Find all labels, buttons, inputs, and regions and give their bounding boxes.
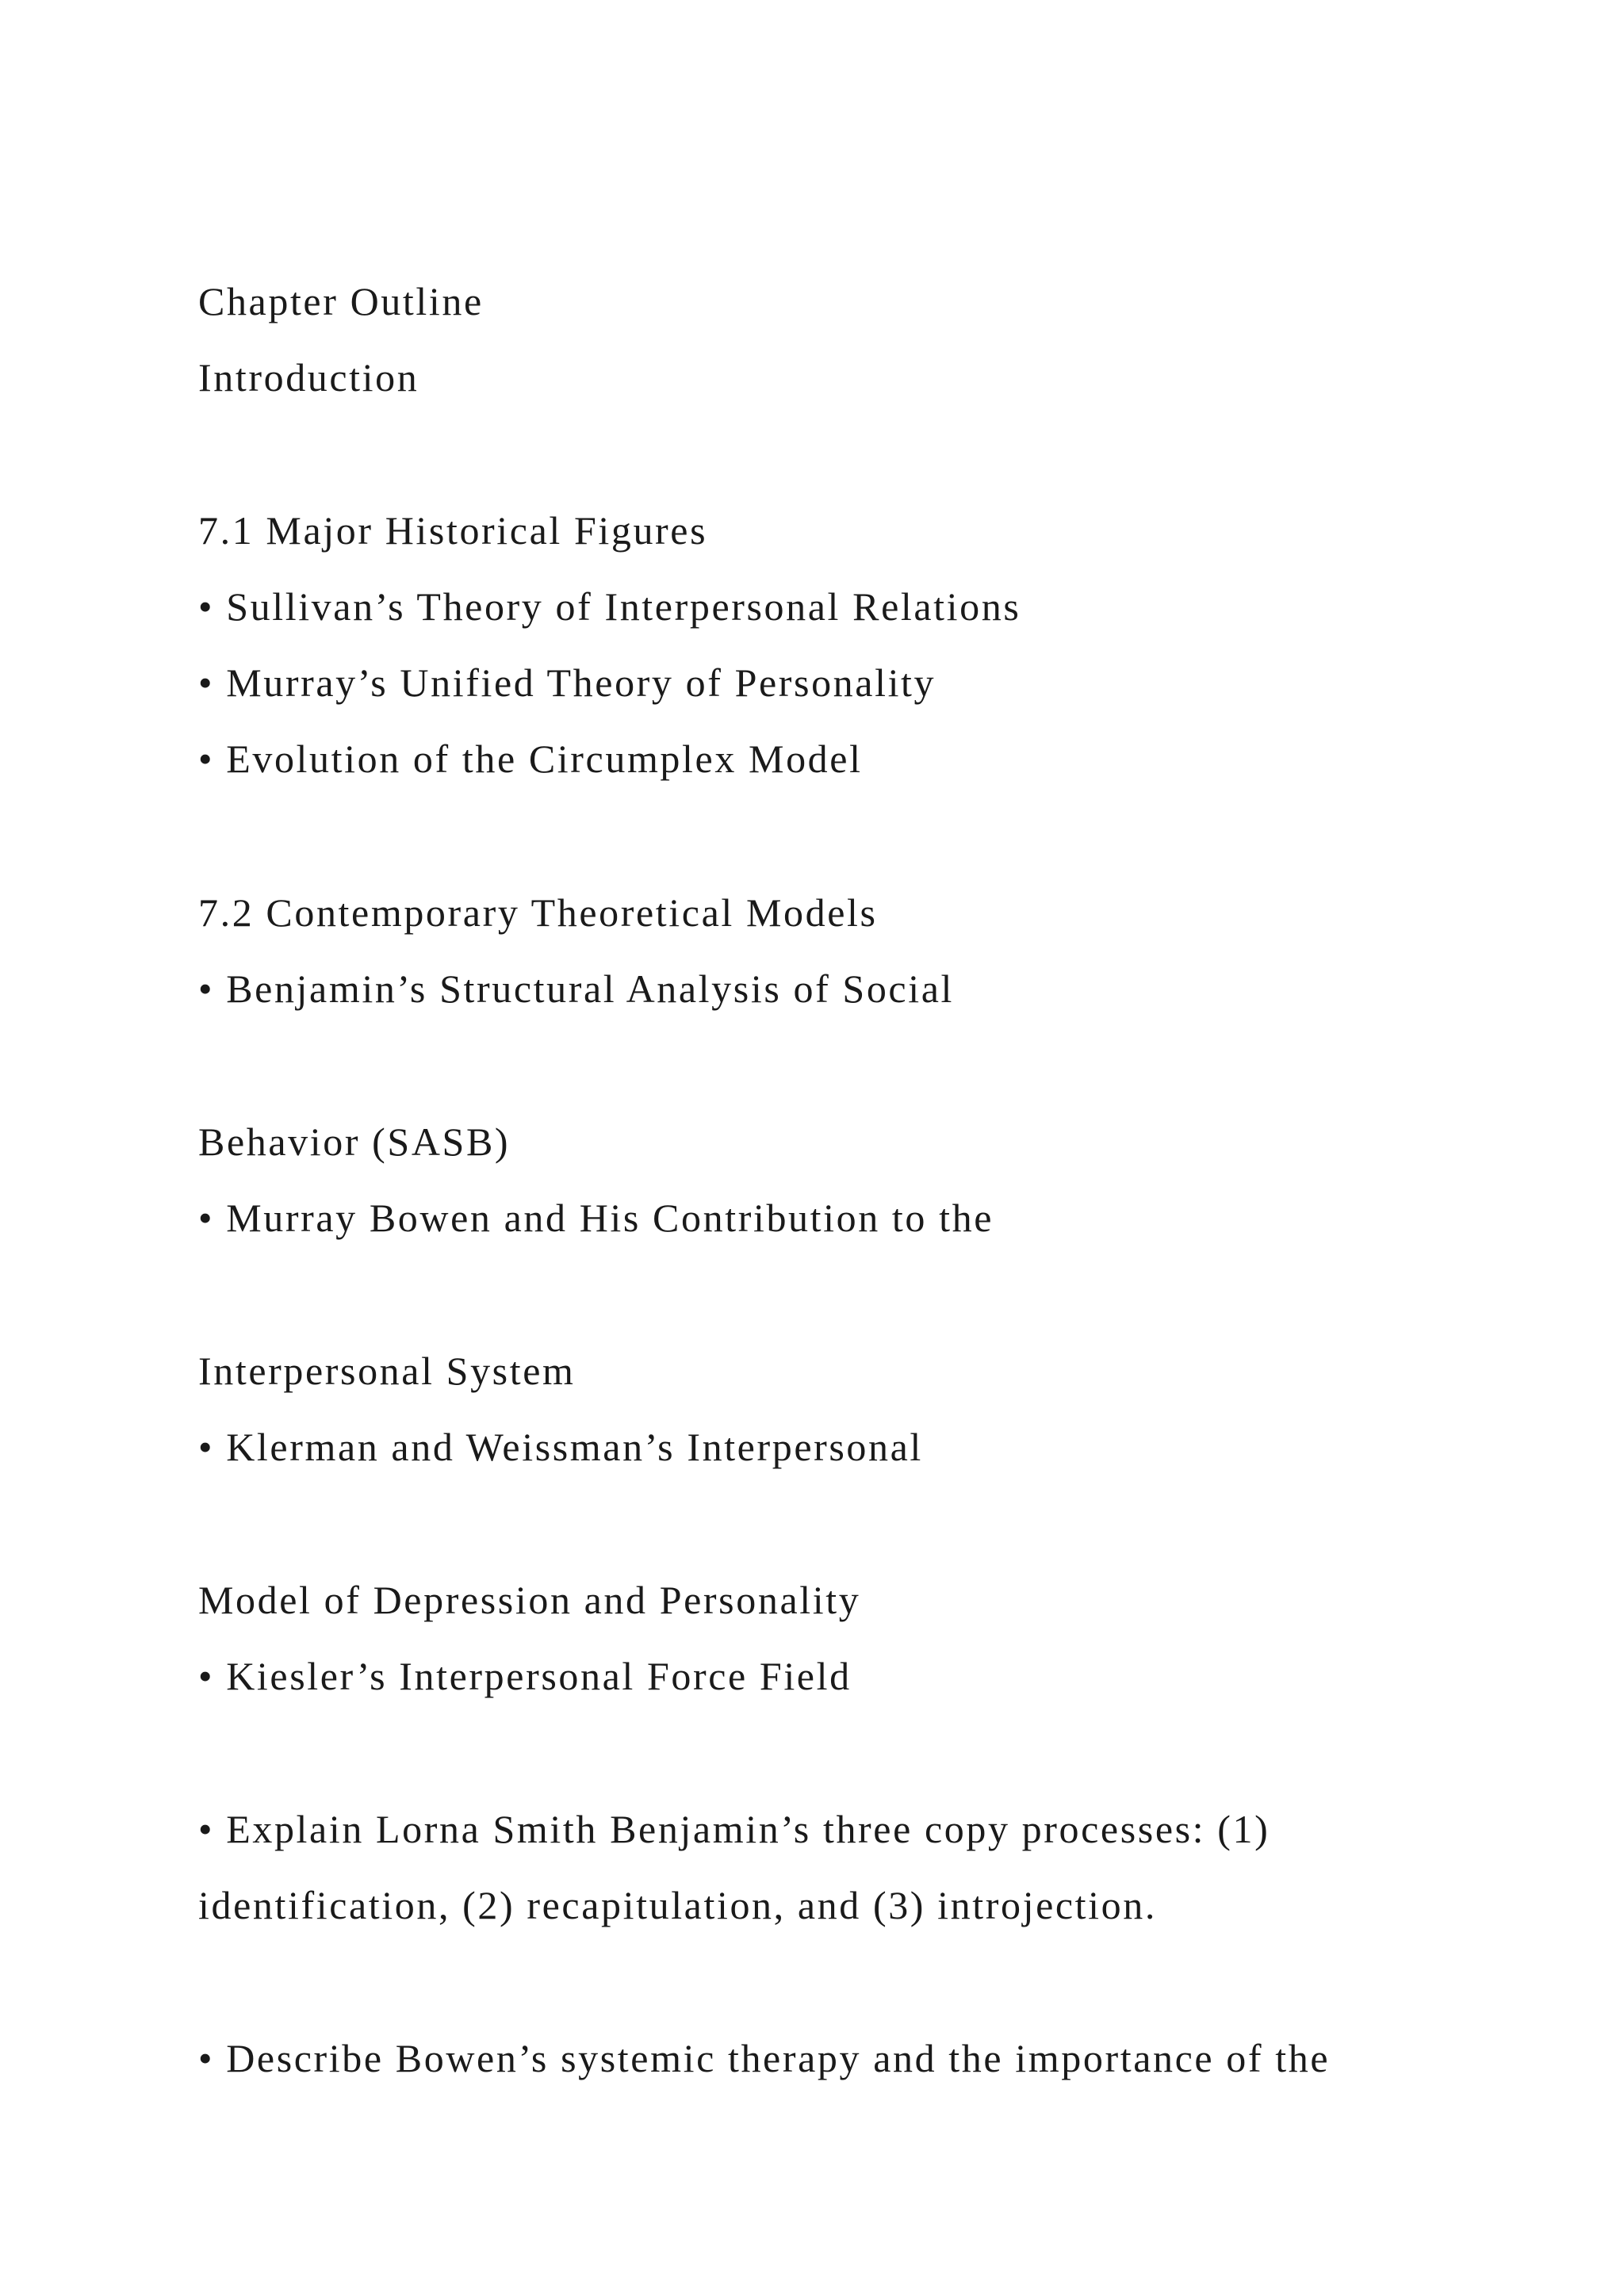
list-item: • Klerman and Weissman’s Interpersonal bbox=[198, 1425, 923, 1469]
list-item-continuation: Model of Depression and Personality bbox=[198, 1578, 861, 1622]
objective-item: • Explain Lorna Smith Benjamin’s three copy processes: (1) bbox=[198, 1807, 1270, 1851]
list-item: • Murray Bowen and His Contribution to the bbox=[198, 1196, 994, 1240]
section-7-1-heading: 7.1 Major Historical Figures bbox=[198, 508, 708, 553]
introduction-heading: Introduction bbox=[198, 355, 419, 400]
objective-item-continuation: identification, (2) recapitulation, and (3) introjection. bbox=[198, 1883, 1157, 1927]
objective-item: • Describe Bowen’s systemic therapy and the importance of the bbox=[198, 2036, 1331, 2080]
list-item: • Murray’s Unified Theory of Personality bbox=[198, 660, 936, 705]
section-7-2-heading: 7.2 Contemporary Theoretical Models bbox=[198, 890, 878, 935]
list-item: • Benjamin’s Structural Analysis of Social bbox=[198, 966, 954, 1011]
list-item-continuation: Interpersonal System bbox=[198, 1349, 576, 1393]
list-item: • Sullivan’s Theory of Interpersonal Relations bbox=[198, 584, 1021, 629]
list-item: • Evolution of the Circumplex Model bbox=[198, 737, 863, 781]
list-item: • Kiesler’s Interpersonal Force Field bbox=[198, 1654, 852, 1698]
list-item-continuation: Behavior (SASB) bbox=[198, 1119, 511, 1164]
chapter-outline-heading: Chapter Outline bbox=[198, 279, 484, 323]
